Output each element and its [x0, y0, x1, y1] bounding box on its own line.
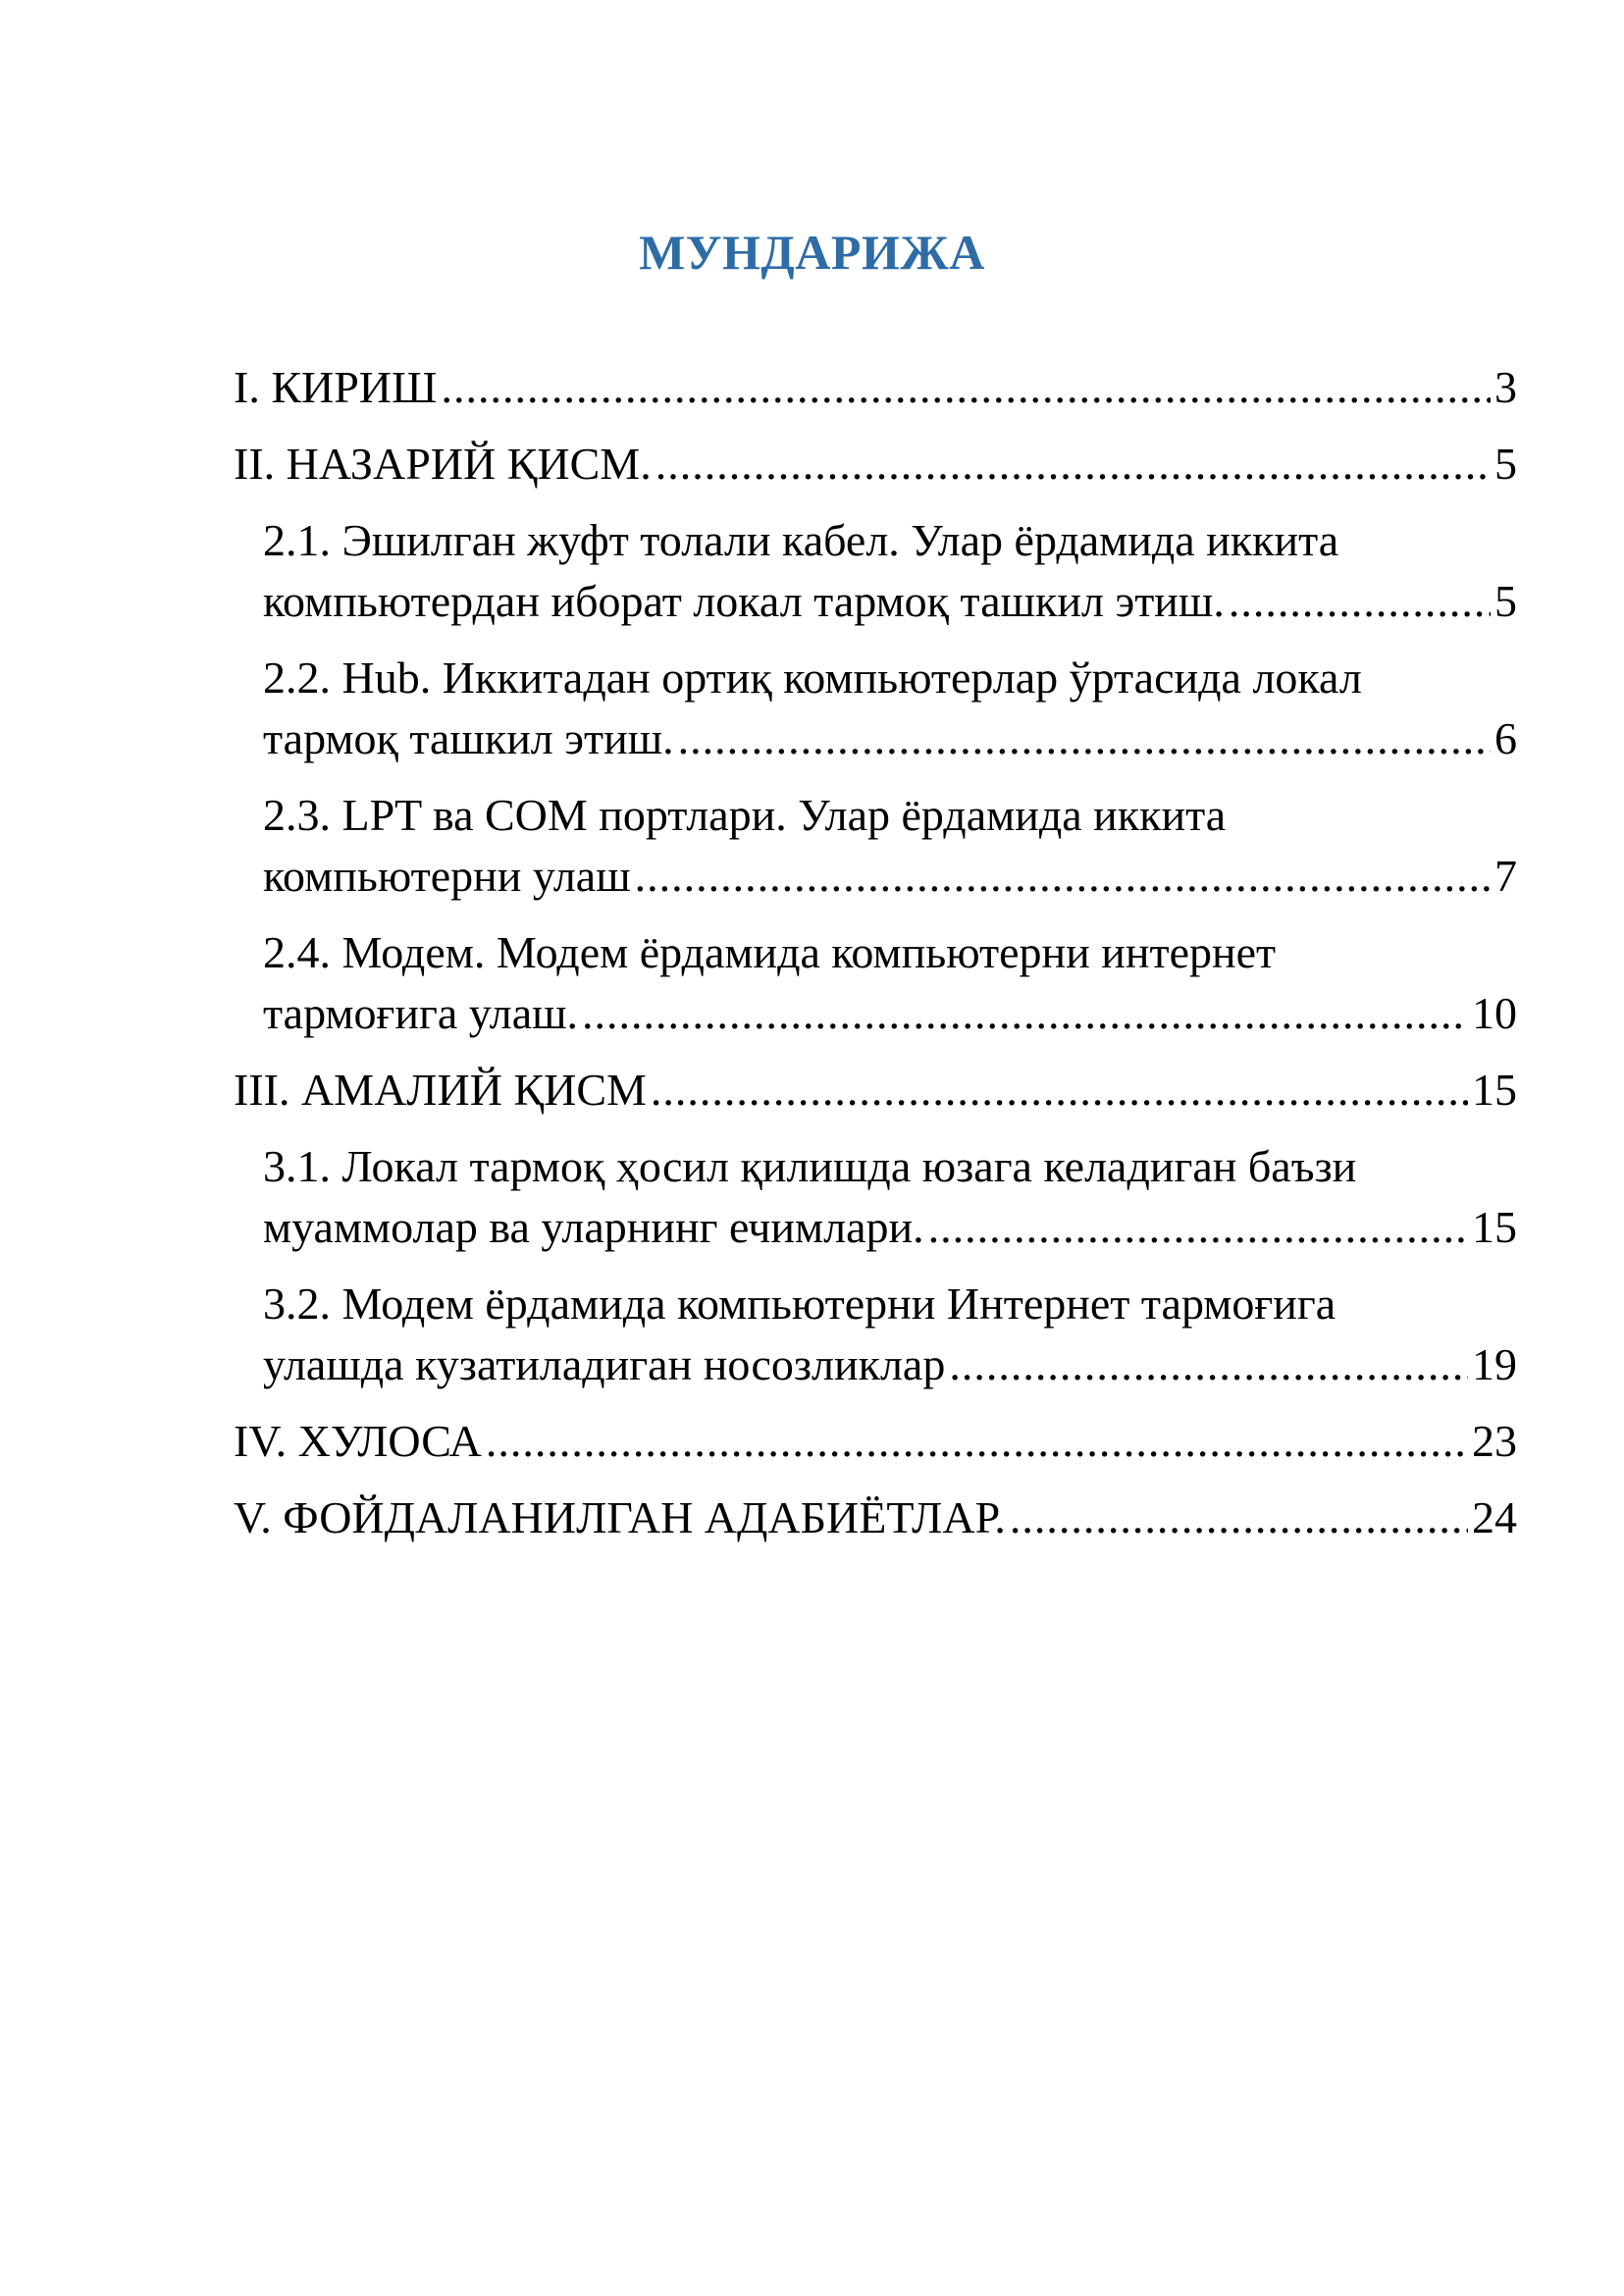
toc-subentry[interactable]	[234, 785, 1517, 907]
toc-entry[interactable]	[234, 434, 1517, 495]
dot-leader	[635, 846, 1491, 907]
toc-subentry[interactable]	[234, 1274, 1517, 1395]
toc-subentry[interactable]	[234, 1136, 1517, 1258]
toc-entry-title: I. КИРИШ	[234, 362, 438, 412]
toc-page-number: 3	[1494, 362, 1517, 412]
toc-heading: МУНДАРИЖА	[639, 225, 985, 280]
toc-entry-title: V. ФОЙДАЛАНИЛГАН АДАБИЁТЛАР.	[234, 1492, 1006, 1542]
toc-page-number: 5	[1494, 439, 1517, 489]
dot-leader	[678, 708, 1491, 769]
dot-leader	[928, 1197, 1468, 1258]
dot-leader	[441, 357, 1491, 418]
dot-leader	[582, 983, 1468, 1044]
toc-entry[interactable]	[234, 1411, 1517, 1472]
toc-entry-title-line1: 2.3. LPT ва COM портлари. Улар ёрдамида иккита	[263, 790, 1227, 840]
toc-entry[interactable]	[234, 357, 1517, 418]
toc-entry-title-line1: 3.1. Локал тармоқ ҳосил қилишда юзага келадиган баъзи	[263, 1141, 1357, 1191]
toc-entry[interactable]	[234, 1487, 1517, 1548]
dot-leader	[949, 1334, 1468, 1395]
table-of-contents	[234, 357, 1517, 1564]
toc-page-number: 15	[1472, 1065, 1517, 1115]
toc-page-number: 24	[1472, 1492, 1517, 1542]
dot-leader	[1229, 571, 1491, 632]
toc-entry-title: II. НАЗАРИЙ ҚИСМ.	[234, 439, 652, 489]
toc-page-number: 10	[1472, 988, 1517, 1038]
toc-entry-title-line1: 2.4. Модем. Модем ёрдамида компьютерни интернет	[263, 927, 1277, 977]
toc-page-number: 6	[1494, 713, 1517, 763]
toc-entry-title-line1: 3.2. Модем ёрдамида компьютерни Интернет тармоғига	[263, 1278, 1336, 1329]
toc-page-number: 23	[1472, 1416, 1517, 1466]
toc-page-number: 15	[1472, 1202, 1517, 1252]
toc-entry-title: компьютерни улаш	[263, 851, 631, 901]
toc-entry-title-line1: 2.2. Hub. Иккитадан ортиқ компьютерлар ўртасида локал	[263, 652, 1362, 703]
dot-leader	[651, 1060, 1468, 1121]
toc-page-number: 7	[1494, 851, 1517, 901]
toc-entry-title: тармоғига улаш.	[263, 988, 579, 1038]
toc-entry-title: муаммолар ва уларнинг ечимлари.	[263, 1202, 924, 1252]
dot-leader	[655, 434, 1491, 495]
toc-subentry[interactable]	[234, 922, 1517, 1044]
toc-entry-title: IV. ХУЛОСА	[234, 1416, 482, 1466]
toc-page-number: 19	[1472, 1339, 1517, 1389]
toc-subentry[interactable]	[234, 510, 1517, 632]
dot-leader	[1010, 1487, 1468, 1548]
toc-entry-title: III. АМАЛИЙ ҚИСМ	[234, 1065, 647, 1115]
toc-entry[interactable]	[234, 1060, 1517, 1121]
toc-entry-title: тармоқ ташкил этиш.	[263, 713, 674, 763]
toc-entry-title: улашда кузатиладиган носозликлар	[263, 1339, 946, 1389]
toc-entry-title: компьютердан иборат локал тармоқ ташкил этиш.	[263, 576, 1225, 626]
dot-leader	[486, 1411, 1468, 1472]
toc-subentry[interactable]	[234, 648, 1517, 769]
toc-entry-title-line1: 2.1. Эшилган жуфт толали кабел. Улар ёрдамида иккита	[263, 515, 1339, 565]
toc-page-number: 5	[1494, 576, 1517, 626]
